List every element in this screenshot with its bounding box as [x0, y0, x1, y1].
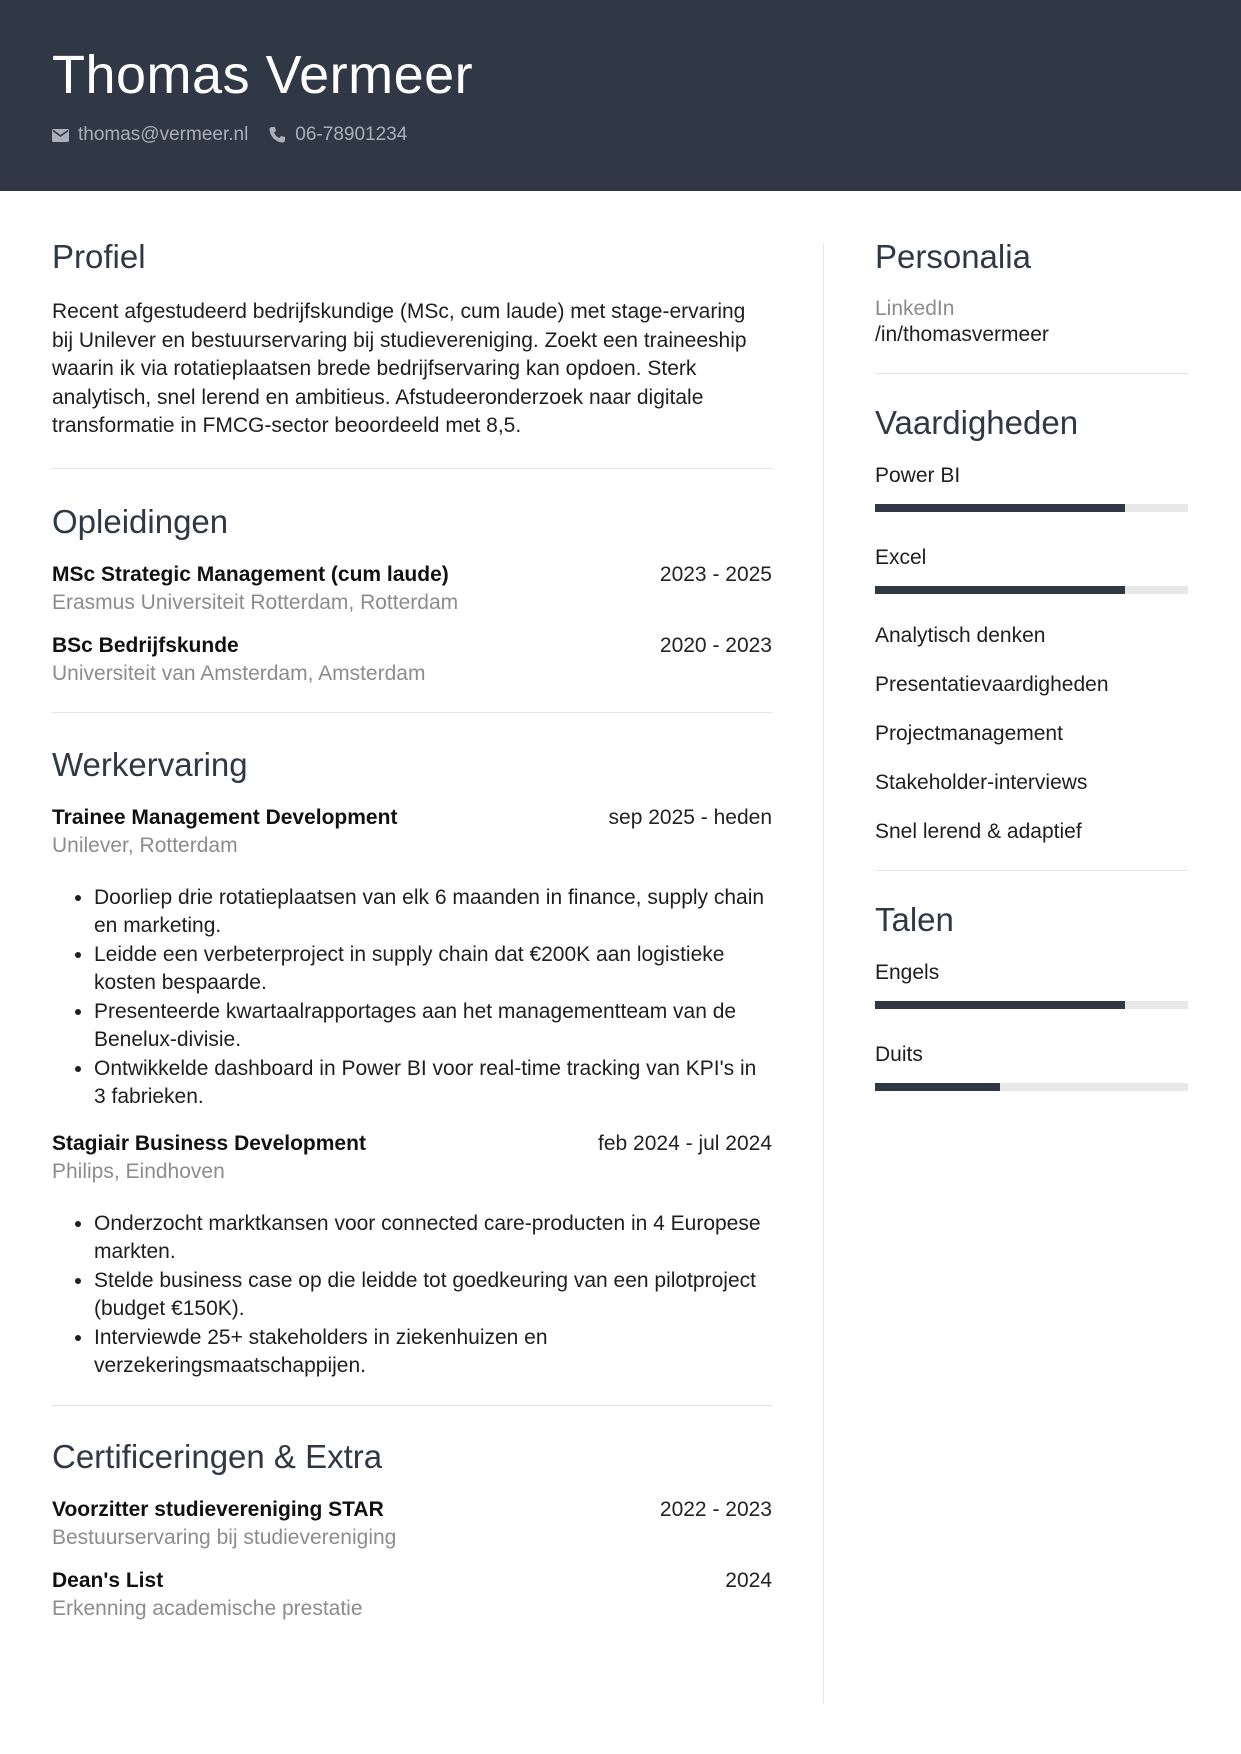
- section-divider: [52, 468, 772, 469]
- profile-section: [52, 240, 772, 441]
- skill-item: Analytisch denken: [875, 624, 1046, 647]
- skill-name: Power BI: [875, 464, 961, 487]
- entry-subtitle: Philips, Eindhoven: [52, 1159, 225, 1183]
- bullet-list: [52, 884, 772, 1112]
- skill-rated: [875, 546, 1188, 594]
- language-level-bar: [875, 1001, 1188, 1009]
- entry-title: MSc Strategic Management (cum laude): [52, 562, 449, 586]
- personalia-title: Personalia: [875, 238, 1031, 275]
- language-rated: [875, 961, 1188, 1009]
- entry-dates: feb 2024 - jul 2024: [598, 1131, 772, 1155]
- bullet-item: • Interviewde 25+ stakeholders in ziekenhuizen en verzekeringsmaatschappijen.: [94, 1324, 772, 1381]
- certifications-section: [52, 1437, 772, 1621]
- skill-level-fill: [875, 586, 1125, 594]
- skill-item: Projectmanagement: [875, 722, 1063, 745]
- languages-title: Talen: [875, 901, 954, 938]
- entry-dates: sep 2025 - heden: [608, 805, 772, 829]
- section-divider: [52, 1405, 772, 1406]
- language-level-fill: [875, 1083, 1000, 1091]
- skill-level-bar: [875, 586, 1188, 594]
- entry-dates: 2023 - 2025: [659, 562, 772, 586]
- bullet-item: • Presenteerde kwartaalrapportages aan het managementteam van de Benelux-divisie.: [94, 998, 772, 1055]
- bullet-item: • Leidde een verbeterproject in supply chain dat €200K aan logistieke kosten bespaarde.: [94, 941, 772, 998]
- phone-text: 06-78901234: [295, 124, 408, 145]
- skill-item: Presentatievaardigheden: [875, 673, 1109, 696]
- entry-title: Stagiair Business Development: [52, 1131, 366, 1155]
- certifications-title: Certificeringen & Extra: [52, 1437, 383, 1475]
- skills-section: [875, 406, 1188, 844]
- experience-entry: [52, 1132, 772, 1381]
- main-column: [52, 240, 772, 1621]
- entry-dates: 2020 - 2023: [659, 633, 772, 657]
- entry-dates: 2024: [725, 1568, 772, 1592]
- phone-icon: [268, 126, 286, 144]
- skill-rated: [875, 464, 1188, 512]
- entry-subtitle: Bestuurservaring bij studievereniging: [52, 1525, 397, 1549]
- language-name: Engels: [875, 961, 940, 984]
- entry-title: Dean's List: [52, 1568, 164, 1592]
- experience-section: [52, 745, 772, 1381]
- entry-title: Voorzitter studievereniging STAR: [52, 1497, 384, 1521]
- skill-item: Snel lerend & adaptief: [875, 820, 1082, 843]
- language-level-bar: [875, 1083, 1188, 1091]
- envelope-icon: [52, 129, 69, 142]
- linkedin-value[interactable]: /in/thomasvermeer: [875, 323, 1049, 346]
- entry-subtitle: Erkenning academische prestatie: [52, 1596, 363, 1620]
- section-divider: [875, 373, 1188, 374]
- contact-info: [52, 124, 427, 146]
- bullet-item: • Ontwikkelde dashboard in Power BI voor real-time tracking van KPI's in 3 fabrieken.: [94, 1055, 772, 1112]
- education-entry: [52, 634, 772, 686]
- education-entry: [52, 563, 772, 615]
- personalia-section: [875, 240, 1188, 347]
- skill-level-fill: [875, 504, 1125, 512]
- education-section: [52, 502, 772, 686]
- entry-title: BSc Bedrijfskunde: [52, 633, 239, 657]
- experience-entry: [52, 806, 772, 1112]
- languages-section: [875, 903, 1188, 1091]
- bullet-list: [52, 1210, 772, 1381]
- entry-subtitle: Erasmus Universiteit Rotterdam, Rotterdam: [52, 590, 459, 614]
- sidebar: [875, 240, 1188, 1091]
- experience-title: Werkervaring: [52, 745, 248, 783]
- language-name: Duits: [875, 1043, 923, 1066]
- language-level-fill: [875, 1001, 1125, 1009]
- header: [0, 0, 1241, 191]
- skill-name: Excel: [875, 546, 927, 569]
- certification-entry: [52, 1569, 772, 1621]
- linkedin-label: LinkedIn: [875, 297, 955, 320]
- bullet-item: • Stelde business case op die leidde tot goedkeuring van een pilotproject (budget €150K).: [94, 1267, 772, 1324]
- skills-title: Vaardigheden: [875, 404, 1079, 441]
- entry-subtitle: Universiteit van Amsterdam, Amsterdam: [52, 661, 426, 685]
- email-item[interactable]: [52, 124, 248, 146]
- education-title: Opleidingen: [52, 502, 229, 540]
- entry-dates: 2022 - 2023: [659, 1497, 772, 1521]
- email-text: thomas@vermeer.nl: [78, 124, 249, 145]
- skill-item: Stakeholder-interviews: [875, 771, 1088, 794]
- section-divider: [52, 712, 772, 713]
- entry-subtitle: Unilever, Rotterdam: [52, 833, 238, 857]
- language-rated: [875, 1043, 1188, 1091]
- section-divider: [875, 870, 1188, 871]
- profile-text: Recent afgestudeerd bedrijfskundige (MSc, cum laude) met stage-ervaring bij Unilever en bestuurservaring bij studievereniging. Zoekt een traineeship waarin ik via rotatieplaatsen brede bedrijfservaring kan opdoen. Sterk analytisch, snel lerend en ambitieus. Afstudeeronderzoek naar digitale transformatie in FMCG-sector beoordeeld met 8,5.: [52, 300, 747, 437]
- certification-entry: [52, 1498, 772, 1550]
- phone-item[interactable]: [268, 124, 407, 146]
- entry-title: Trainee Management Development: [52, 805, 398, 829]
- candidate-name: Thomas Vermeer: [52, 45, 474, 105]
- column-divider: [823, 243, 824, 1703]
- profile-title: Profiel: [52, 238, 146, 275]
- bullet-item: • Onderzocht marktkansen voor connected care-producten in 4 Europese markten.: [94, 1210, 772, 1267]
- bullet-item: • Doorliep drie rotatieplaatsen van elk 6 maanden in finance, supply chain en marketing.: [94, 884, 772, 941]
- skill-level-bar: [875, 504, 1188, 512]
